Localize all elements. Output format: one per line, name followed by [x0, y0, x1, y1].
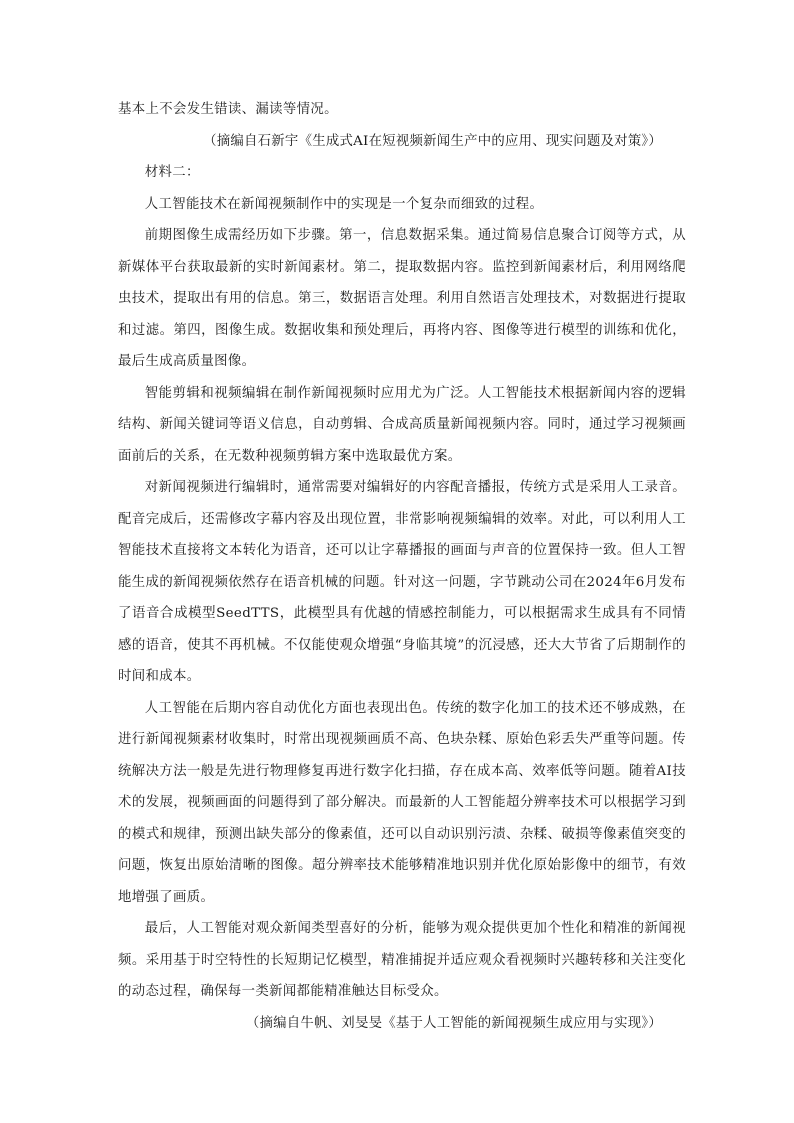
- paragraph-continuation: 基本上不会发生错读、漏读等情况。: [118, 102, 338, 117]
- paragraph-post-optimization: 人工智能在后期内容自动优化方面也表现出色。传统的数字化加工的技术还不够成熟，在进行新闻视频素材收集时，时常出现视频画质不高、色块杂糅、原始色彩丢失严重等问题。传统解决方法一般是先进行物理修复再进行数字化扫描，存在成本高、效率低等问题。随着AI技术的发展，视频画面的问题得到了部分解决。而最新的人工智能超分辨率技术可以根据学习到的模式和规律，预测出缺失部分的像素值，还可以自动识别污渍、杂糅、破损等像素值突变的问题，恢复出原始清晰的图像。超分辨率技术能够精准地识别并优化原始影像中的细节，有效地增强了画质。: [118, 700, 686, 905]
- paragraph-intro: 人工智能技术在新闻视频制作中的实现是一个复杂而细致的过程。: [144, 196, 544, 212]
- document-body: [118, 94, 686, 1039]
- paragraph-image-generation: 前期图像生成需经历如下步骤。第一，信息数据采集。通过简易信息聚合订阅等方式，从新媒体平台获取最新的实时新闻素材。第二，提取数据内容。监控到新闻素材后，利用网络爬虫技术，提取出有用的信息。第三，数据语言处理。利用自然语言处理技术，对数据进行提取和过滤。第四，图像生成。数据收集和预处理后，再将内容、图像等进行模型的训练和优化，最后生成高质量图像。: [118, 228, 686, 369]
- paragraph-personalization: 最后，人工智能对观众新闻类型喜好的分析，能够为观众提供更加个性化和精准的新闻视频。采用基于时空特性的长短期记忆模型，精准捕捉并适应观众看视频时兴趣转移和关注变化的动态过程，确保每一类新闻都能精准触达目标受众。: [118, 921, 686, 999]
- paragraph-smart-editing: 智能剪辑和视频编辑在制作新闻视频时应用尤为广泛。人工智能技术根据新闻内容的逻辑结构、新闻关键词等语义信息，自动剪辑、合成高质量新闻视频内容。同时，通过学习视频画面前后的关系，在无数种视频剪辑方案中选取最优方案。: [118, 385, 686, 464]
- source-citation-1: （摘编自石新宇《生成式AI在短视频新闻生产中的应用、现实问题及对策》）: [203, 133, 662, 149]
- source-citation-2: （摘编自牛帆、刘旻旻《基于人工智能的新闻视频生成应用与实现》）: [245, 1015, 662, 1031]
- paragraph-voice-dubbing: 对新闻视频进行编辑时，通常需要对编辑好的内容配音播报，传统方式是采用人工录音。配音完成后，还需修改字幕内容及出现位置，非常影响视频编辑的效率。对此，可以利用人工智能技术直接将文本转化为语音，还可以让字幕播报的画面与声音的位置保持一致。但人工智能生成的新闻视频依然存在语音机械的问题。针对这一问题，字节跳动公司在2024年6月发布了语音合成模型SeedTTS，此模型具有优越的情感控制能力，可以根据需求生成具有不同情感的语音，使其不再机械。不仅能使观众增强“身临其境”的沉浸感，还大大节省了后期制作的时间和成本。: [118, 480, 686, 684]
- section-heading-material-2: 材料二：: [144, 165, 200, 180]
